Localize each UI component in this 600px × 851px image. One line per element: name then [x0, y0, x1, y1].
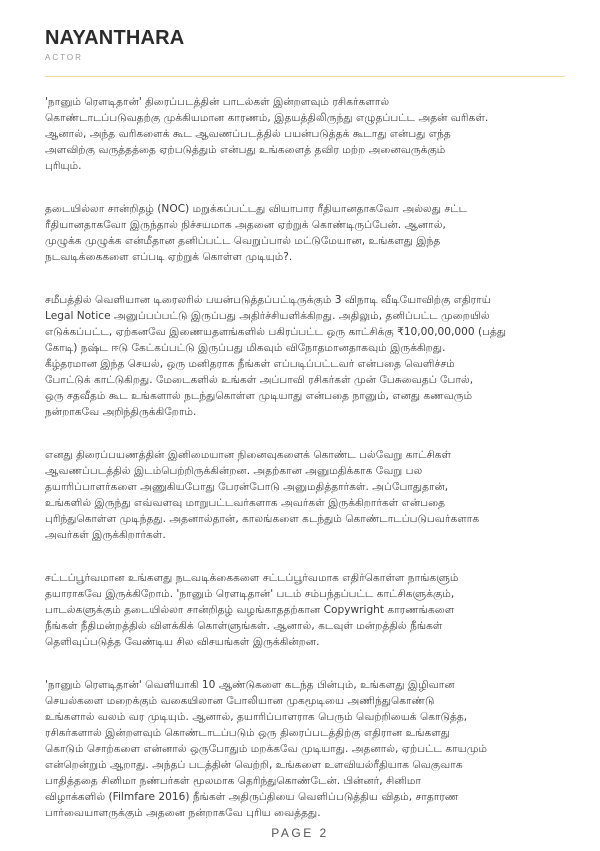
paragraph-line: கீழ்தரமான இந்த செயல், ஒரு மனிதராக நீங்கள் எப்படிப்பட்டவர் என்பதை வெளிச்சம்: [45, 358, 455, 370]
paragraph-line: தயாரிப்பாளர்களை அணுகியபோது பேரன்போடு அனுமதித்தார்கள். அப்போதுதான்,: [45, 481, 449, 493]
paragraph-line: ஆனால், அந்த வரிகளைக் கூட ஆவணப்படத்தில் பயன்படுத்தக் கூடாது என்பது எந்த: [45, 128, 451, 140]
paragraph-line: எனது திரைப்பயணத்தின் இனிமையான நினைவுகளைக் கொண்ட பல்வேறு காட்சிகள்: [45, 449, 452, 461]
paragraph-line: போட்டுக் காட்டுகிறது. மேடைகளில் உங்கள் அப்பாவி ரசிகர்கள் முன் பேசுவைதப் போல்,: [45, 374, 474, 386]
paragraph-line: புரியும்.: [45, 160, 82, 172]
paragraph-line: பாதித்ததை சினிமா நண்பர்கள் மூலமாக தெரிந்துகொண்டேன். பின்னர், சினிமா: [45, 775, 421, 787]
header-divider: [45, 76, 565, 77]
author-name: NAYANTHARA: [45, 27, 185, 49]
paragraph: [45, 201, 570, 265]
paragraph-line: 'நானும் ரௌடிதான்' வெளியாகி 10 ஆண்டுகளை கடந்த பின்பும், உங்களது இழிவான: [45, 679, 455, 691]
paragraph-line: ரசிகர்களால் இன்றளவும் கொண்டாடப்படும் ஒரு திரைப்படத்திற்கு எதிரான உங்களது: [45, 727, 450, 739]
paragraph-line: பார்வையாளருக்கும் அதனை நன்றாகவே புரிய வைத்தது.: [45, 807, 321, 819]
paragraph-line: கொடும் சொற்களை என்னால் ஒருபோதும் மறக்கவே முடியாது. அதனால், ஏற்பட்ட காயமும்: [45, 743, 488, 755]
paragraph: [45, 292, 570, 420]
paragraph-line: சமீபத்தில் வெளியான டிரைலரில் பயன்படுத்தப்பட்டிருக்கும் 3 விநாடி வீடியோவிற்கு எதிராய்: [45, 294, 491, 306]
paragraph: [45, 94, 570, 174]
paragraph-line: கொண்டாடப்படுவதற்கு முக்கியமான காரணம், இதயத்திலிருந்து எழுதப்பட்ட அதன் வரிகள்.: [45, 112, 489, 124]
paragraph-line: ஒரு சதவீதம் கூட உங்களால் நடந்துகொள்ள முடியாது என்பதை நானும், எனது கணவரும்: [45, 390, 473, 402]
paragraph-line: நீங்கள் நீதிமன்றத்தில் விளக்கிக் கொள்ளுங்கள். ஆனால், கடவுள் மன்றத்தில் நீங்கள்: [45, 620, 443, 632]
paragraph-line: தடையில்லா சான்றிதழ் (NOC) மறுக்கப்பட்டது வியாபார ரீதியானதாகவோ அல்லது சட்ட: [45, 203, 468, 215]
paragraph-line: ரீதியானதாகவோ இருந்தால் நிச்சயமாக அதனை ஏற்றுக் கொண்டிருப்பேன். ஆனால்,: [45, 219, 446, 231]
paragraph-line: உங்களால் வலம் வர முடியும். ஆனால், தயாரிப்பாளராக பெரும் வெற்றியைக் கொடுத்த,: [45, 711, 468, 723]
paragraph-line: சட்டப்பூர்வமான உங்களது நடவடிக்கைகளை சட்டப்பூர்வமாக எதிர்கொள்ள நாங்களும்: [45, 572, 459, 584]
paragraph-line: தயாராகவே இருக்கிறோம். 'நானும் ரௌடிதான்' படம் சம்பந்தப்பட்ட காட்சிகளுக்கும்,: [45, 588, 455, 600]
paragraph-line: தெளிவுப்படுத்த வேண்டிய சில விசயங்கள் இருக்கின்றன.: [45, 636, 320, 648]
paragraph-line: ஆவணப்படத்தில் இடம்பெற்றிருக்கின்றன. அதற்கான அனுமதிக்காக வேறு பல: [45, 465, 423, 477]
paragraph: [45, 570, 570, 650]
paragraph-line: நடவடிக்கைகளை எப்படி ஏற்றுக் கொள்ள முடியும்?.: [45, 251, 293, 263]
paragraph-line: புரிந்துகொள்ள முடிந்தது. அதனால்தான், காலங்களை கடந்தும் கொண்டாடப்படுபவர்களாக: [45, 513, 480, 525]
paragraph-line: Legal Notice அனுப்பப்பட்டு இருப்பது அதிர்ச்சியளிக்கிறது. அதிலும், தனிப்பட்ட முறையில்: [45, 310, 490, 322]
paragraph-line: என்றென்றும் ஆறாது. அந்தப் படத்தின் வெற்றி, உங்களை உளவியல்ரீதியாக வெகுவாக: [45, 759, 463, 771]
paragraph-line: விழாக்களில் (Filmfare 2016) நீங்கள் அதிருப்தியை வெளிப்படுத்திய விதம், சாதாரண: [45, 791, 459, 803]
paragraph-line: அவர்கள் இருக்கிறார்கள்.: [45, 529, 166, 541]
paragraph-line: உங்களில் இருந்து எவ்வளவு மாறுபட்டவர்களாக அவர்கள் இருக்கிறார்கள் என்பதை: [45, 497, 446, 509]
paragraph-line: அளவிற்கு வருத்தத்தை ஏற்படுத்தும் என்பது உங்களைத் தவிர மற்ற அனைவருக்கும்: [45, 144, 446, 156]
paragraph-line: செயல்களை மறைக்கும் வகையிலான போலியான முகமூடியை அணிந்துகொண்டு: [45, 695, 435, 707]
letterhead: [45, 27, 184, 62]
paragraph-line: பாடல்களுக்கும் தடையில்லா சான்றிதழ் வழங்காததற்கான Copywright காரணங்களை: [45, 604, 455, 616]
paragraph-line: கோடி) நஷ்ட ஈடு கேட்கப்பட்டு இருப்பது மிகவும் விநோதமானதாகவும் இருக்கிறது.: [45, 342, 446, 354]
paragraph: [45, 447, 570, 543]
paragraph-line: எடுக்கப்பட்ட, ஏற்கனவே இணையதளங்களில் பகிரப்பட்ட ஒரு காட்சிக்கு ₹10,00,00,000 (பத்து: [45, 326, 507, 338]
paragraph-line: முழுக்க முழுக்க என்மீதான தனிப்பட்ட வெறுப்பால் மட்டுமேயான, உங்களது இந்த: [45, 235, 441, 247]
paragraph-line: நன்றாகவே அறிந்திருக்கிறோம்.: [45, 406, 197, 418]
paragraph: [45, 677, 570, 821]
page-number: PAGE 2: [271, 826, 329, 840]
author-role: ACTOR: [45, 53, 83, 62]
paragraph-line: 'நானும் ரௌடிதான்' திரைப்படத்தின் பாடல்கள் இன்றளவும் ரசிகர்களால்: [45, 96, 390, 108]
letter-body: [45, 94, 570, 848]
